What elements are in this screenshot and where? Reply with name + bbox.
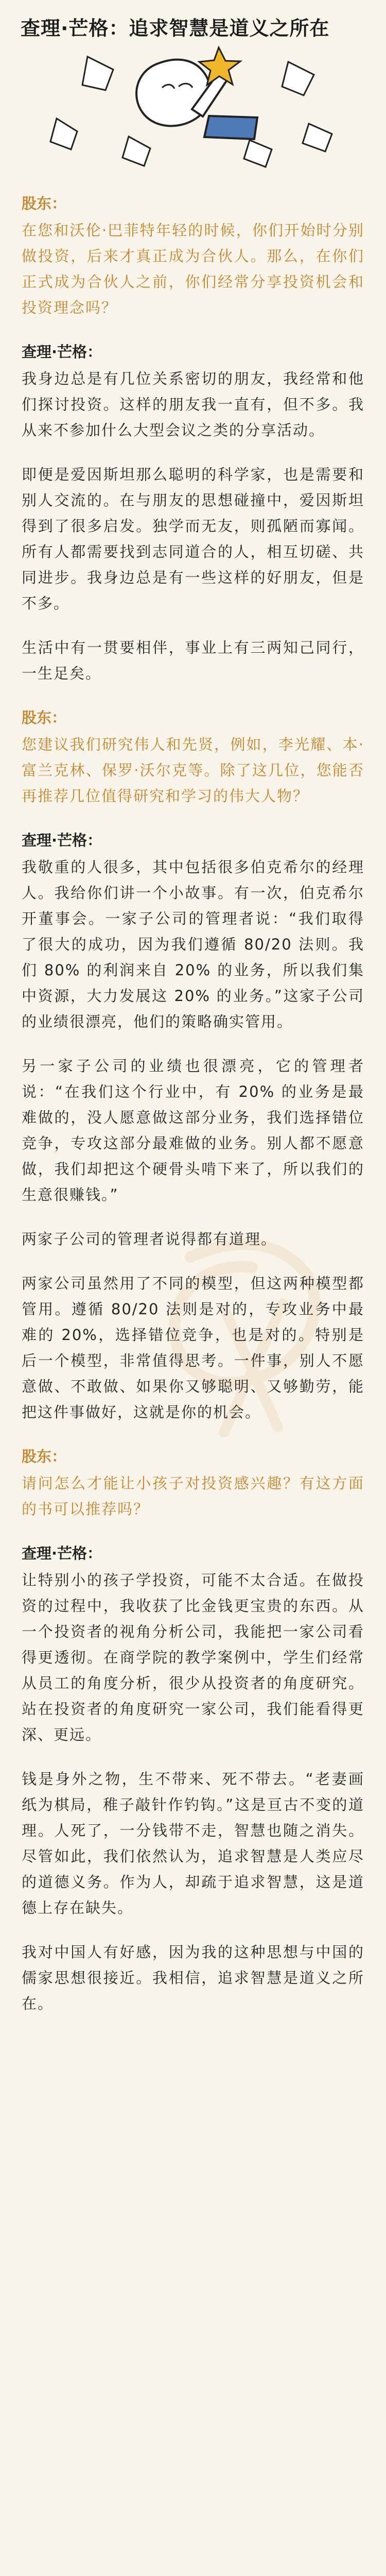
answer-label: 查理·芒格： [22,343,102,361]
answer-paragraph: 让特别小的孩子学投资，可能不太合适。在做投资的过程中，我收获了比金钱更宝贵的东西。从一个投资者的视角分析公司，我能把一家公司看得更透彻。在商学院的教学案例中，学生们经常从员工的角度分析，很少从投资者的角度研究。站在投资者的角度研究一家公司，我们能看得更深、更远。 [22,1571,364,1743]
article-content [22,191,364,2035]
answer-paragraph: 即便是爱因斯坦那么聪明的科学家，也是需要和别人交流的。在与朋友的思想碰撞中，爱因斯坦得到了很多启发。独学而无友，则孤陋而寡闻。所有人都需要找到志同道合的人，相互切磋、共同进步。我身边总是有一些这样的好朋友，但是不多。 [22,466,364,612]
answer-label: 查理·芒格： [22,832,102,849]
answer-label: 查理·芒格： [22,1545,102,1562]
answer-paragraph: 生活中有一贯要相伴，事业上有三两知己同行，一生足矣。 [22,639,364,682]
answer-paragraph: 钱是身外之物，生不带来、死不带去。“老妻画纸为棋局，稚子敲针作钓钩。”这是亘古不变的道理。人死了，一分钱带不走，智慧也随之消失。尽管如此，我们依然认为，追求智慧是人类应尽的道德义务。作为人，却疏于追求智慧，这是道德上存在缺失。 [22,1770,364,1917]
hero-illustration [0,41,386,175]
question-text: 在您和沃伦·巴菲特年轻的时候，你们开始时分别做投资，后来才真正成为合伙人。那么，在你们正式成为合伙人之前，你们经常分享投资机会和投资理念吗？ [22,222,364,316]
qa-section-3 [22,1444,364,2016]
answer-paragraph: 两家公司虽然用了不同的模型，但这两种模型都管用。遵循 80/20 法则是对的，专攻业务中最难的 20%，选择错位竞争，也是对的。特别是后一个模型，非常值得思考。一件事，别人不愿意做、不敢做、如果你又够聪明、又够勤劳，能把这件事做好，这就是你的机会。 [22,1275,364,1421]
qa-section-2 [22,705,364,1425]
answer-paragraph: 我对中国人有好感，因为我的这种思想与中国的儒家思想很接近。我相信，追求智慧是道义之所在。 [22,1943,364,2012]
answer-paragraph: 我身边总是有几位关系密切的朋友，我经常和他们探讨投资。这样的朋友我一直有，但不多。我从来不参加什么大型会议之类的分享活动。 [22,370,364,439]
question-label: 股东： [22,195,67,212]
qa-section-1 [22,191,364,686]
question-text: 请问怎么才能让小孩子对投资感兴趣？有这方面的书可以推荐吗？ [22,1475,364,1518]
answer-paragraph: 两家子公司的管理者说得都有道理。 [22,1230,277,1248]
question-label: 股东： [22,709,67,726]
answer-paragraph: 我敬重的人很多，其中包括很多伯克希尔的经理人。我给你们讲一个小故事。有一次，伯克希尔开董事会。一家子公司的管理者说：“我们取得了很大的成功，因为我们遵循 80/20 法则。我们 80% 的利润来自 20% 的业务，所以我们集中资源，大力发展这 20% 的业务。”这家子公司的业绩很漂亮，他们的策略确实管用。 [22,858,364,1030]
page-title: 查理·芒格：追求智慧是道义之所在 [21,17,330,40]
question-text: 您建议我们研究伟人和先贤，例如，李光耀、本·富兰克林、保罗·沃尔克等。除了这几位，您能否再推荐几位值得研究和学习的伟大人物？ [22,736,364,805]
question-label: 股东： [22,1448,67,1465]
answer-paragraph: 另一家子公司的业绩也很漂亮，它的管理者说：“在我们这个行业中，有 20% 的业务是最难做的，没人愿意做这部分业务，我们选择错位竞争，专攻这部分最难做的业务。别人都不愿意做，我们却把这个硬骨头啃下来了，所以我们的生意很赚钱。” [22,1057,364,1204]
